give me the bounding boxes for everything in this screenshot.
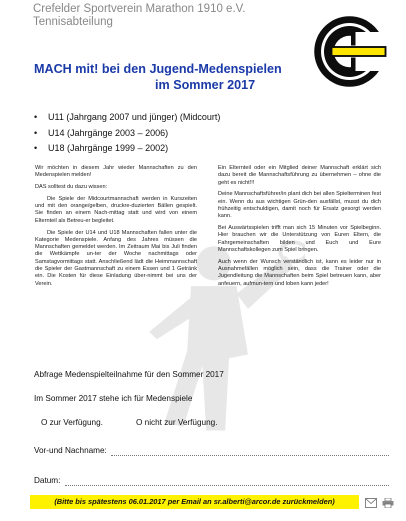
info-heading: DAS solltest du dazu wissen: bbox=[35, 184, 108, 191]
page-title bbox=[34, 61, 304, 93]
info-column-right bbox=[218, 165, 381, 292]
envelope-icon[interactable] bbox=[365, 498, 377, 508]
date-field[interactable] bbox=[65, 485, 389, 486]
category-item: • U11 (Jahrgang 2007 und jünger) (Midcourt) bbox=[34, 110, 220, 126]
date-label: Datum: bbox=[34, 476, 61, 485]
print-icon[interactable] bbox=[382, 498, 394, 508]
midcourt-paragraph: Die Spiele der Midcourtmannschaft werden in Kurszeiten und mit den orange/gelben, druckre-duzierten Bällen gespielt. Sie finden an einem Nach-mittag statt und wird von einem Elternteil als Betreu-er begleitet. bbox=[35, 195, 197, 224]
info-column-left bbox=[35, 165, 197, 292]
return-notice: (Bitte bis spätestens 06.01.2017 per Email an sr.alberti@arcor.de zurückmelden) bbox=[30, 495, 359, 509]
club-name: Crefelder Sportverein Marathon 1910 e.V. bbox=[33, 3, 246, 15]
team-lead-paragraph: Ein Elternteil oder ein Mitglied deiner Mannschaft erklärt sich dazu bereit die Mannschaftsführung zu übernehmen – ohne die geht es nicht!!! bbox=[218, 165, 381, 186]
club-logo bbox=[312, 14, 387, 89]
category-item: • U14 (Jahrgänge 2003 – 2006) bbox=[34, 126, 220, 142]
category-list bbox=[34, 110, 220, 157]
away-games-paragraph: Bei Auswärtsspielen trifft man sich 15 Minuten vor Spielbeginn. Hier brauchen wir die Unterstützung von Euren Eltern, die Fahrgemeinschaften bilden und Euch und Eure Mannschaftskollegen zum Spiel bringen. bbox=[218, 225, 381, 253]
scheduling-paragraph: Deine Mannschaftsführer/in plant dich bei allen Spielterminen fest ein. Wenn du aus wichtigen Grün-den ausfällst, musst du dich frühzeitig entschuldigen, damit noch für Ersatz gesorgt werden kann. bbox=[218, 191, 381, 220]
name-field[interactable] bbox=[111, 455, 389, 456]
name-label: Vor-und Nachname: bbox=[34, 446, 107, 455]
club-header bbox=[33, 3, 245, 29]
medenspiele-paragraph: Die Spiele der U14 und U18 Mannschaften fallen unter die Kategorie Medenspiele. Anfang des Jahres müssen die Mannschaften gemeldet werden. Im Zeitraum Mai bis Juli finden die Wettkämpfe un-ter der Woche nachmittags oder Samstagvormittags statt. Anschließend lädt die Heimmannschaft die Spieler der Gastmannschaft zu einem Essen und 1 Getränk ein. Die Kosten für diese Einladung über-nimmt bei uns der Verein. bbox=[35, 229, 197, 287]
form-statement: Im Sommer 2017 stehe ich für Medenspiele bbox=[34, 394, 193, 403]
department-name: Tennisabteilung bbox=[33, 16, 113, 28]
title-line-2: im Sommer 2017 bbox=[155, 78, 256, 92]
option-not-available[interactable]: O nicht zur Verfügung. bbox=[136, 418, 218, 427]
option-available[interactable]: O zur Verfügung. bbox=[41, 418, 103, 427]
title-line-1: MACH mit! bei den Jugend-Medenspielen bbox=[34, 62, 282, 76]
category-item: • U18 (Jahrgänge 1999 – 2002) bbox=[34, 141, 220, 157]
intro-paragraph: Wir möchten in diesem Jahr wieder Mannschaften zu den Medenspielen melden! bbox=[35, 165, 197, 179]
support-paragraph: Auch wenn der Wunsch verständlich ist, kann es leider nur in Ausnahmefällen möglich sein, dass die Trainer oder die Jugendleitung die Mannschaften beim Spiel betreuen kann, aber anfeuern, aufmun-tern und loben kann jeder! bbox=[218, 258, 381, 287]
form-heading: Abfrage Medenspielteilnahme für den Sommer 2017 bbox=[34, 370, 224, 379]
